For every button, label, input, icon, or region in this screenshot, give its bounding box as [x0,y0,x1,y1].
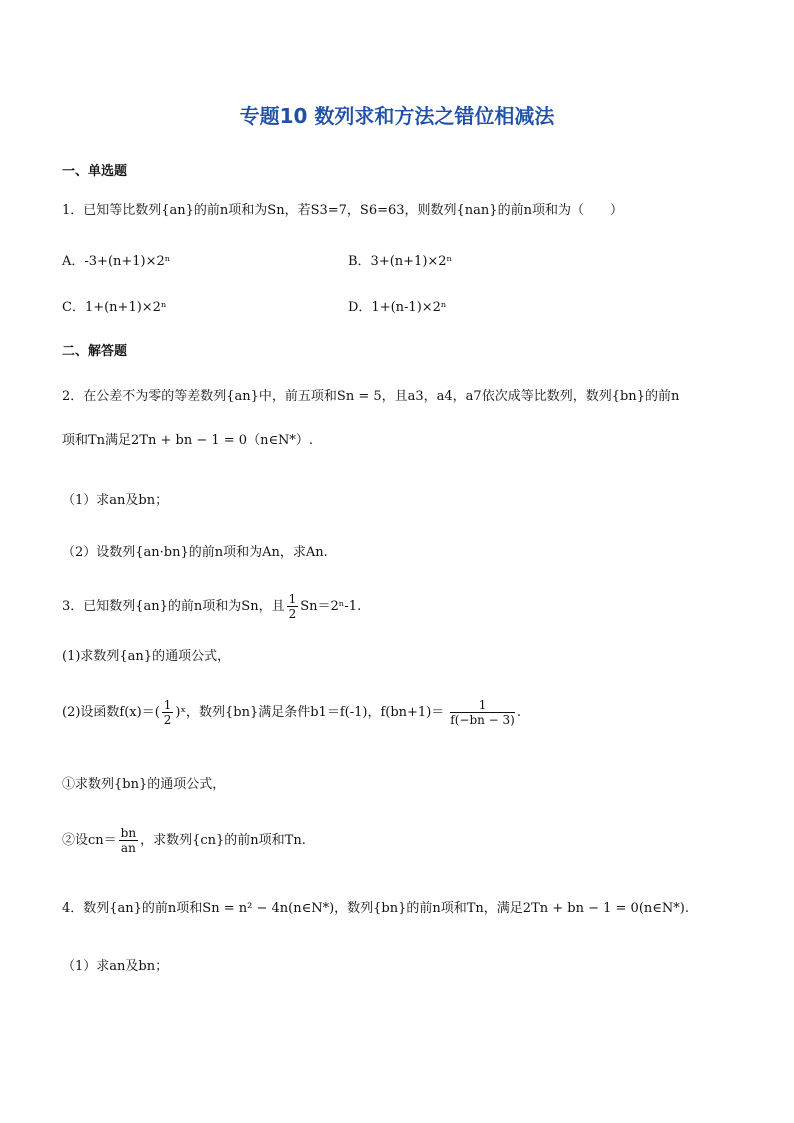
fraction-one-half [287,592,299,621]
fraction-recurrence [450,698,515,727]
question-1-option-d: D．1+(n-1)×2ⁿ [348,300,447,315]
question-3-stem [62,592,361,621]
question-3-stem-end: Sn＝2ⁿ-1. [300,599,362,614]
question-1-stem: 1．已知等比数列{an}的前n项和为Sn，若S3=7，S6=63，则数列{nan}的前n项和为（ ） [62,203,623,218]
question-4-part-1: （1）求an及bn； [62,959,169,974]
fraction-numerator: 1 [450,698,515,713]
question-2-part-1: （1）求an及bn； [62,493,169,508]
question-3-part-2 [62,698,521,727]
question-1-option-c: C．1+(n+1)×2ⁿ [62,300,167,315]
question-2-stem-line1: 2．在公差不为零的等差数列{an}中，前五项和Sn = 5，且a3，a4，a7依次成等比数列，数列{bn}的前n [62,389,680,404]
question-1-option-a: A．-3+(n+1)×2ⁿ [62,254,171,269]
fraction-denominator: an [120,841,136,855]
question-3-subpart-2-start: ②设cn＝ [62,833,117,848]
question-3-part-2-middle: )ˣ，数列{bn}满足条件b1＝f(-1)，f(bn+1)＝ [175,705,445,720]
fraction-denominator: 2 [163,713,172,727]
fraction-one-half [162,698,174,727]
question-2-stem-line2: 项和Tn满足2Tn + bn − 1 = 0（n∈N*）. [62,433,314,448]
question-3-part-2-start: (2)设函数f(x)＝( [62,705,160,720]
fraction-numerator: 1 [288,592,297,606]
question-1-option-b: B．3+(n+1)×2ⁿ [348,254,453,269]
question-3-subpart-2-end: ，求数列{cn}的前n项和Tn. [140,833,306,848]
fraction-c-n [119,826,138,855]
section-heading-answer: 二、解答题 [62,344,128,359]
question-3-subpart-1: ①求数列{bn}的通项公式， [62,777,226,792]
question-3-subpart-2 [62,826,306,855]
question-2-part-2: （2）设数列{an·bn}的前n项和为An，求An. [62,545,328,560]
fraction-denominator: 2 [288,607,297,621]
fraction-denominator: f(−bn − 3) [450,713,515,727]
page-title: 专题10 数列求和方法之错位相减法 [239,104,555,128]
section-heading-single-choice: 一、单选题 [62,164,128,179]
fraction-numerator: 1 [163,698,172,712]
question-3-stem-start: 3．已知数列{an}的前n项和为Sn，且 [62,599,285,614]
fraction-numerator: bn [120,826,137,840]
question-3-part-2-end: . [516,705,521,720]
question-4-stem: 4．数列{an}的前n项和Sn = n² − 4n(n∈N*)，数列{bn}的前n项和Tn，满足2Tn + bn − 1 = 0(n∈N*). [62,901,689,916]
question-3-part-1: (1)求数列{an}的通项公式， [62,649,231,664]
